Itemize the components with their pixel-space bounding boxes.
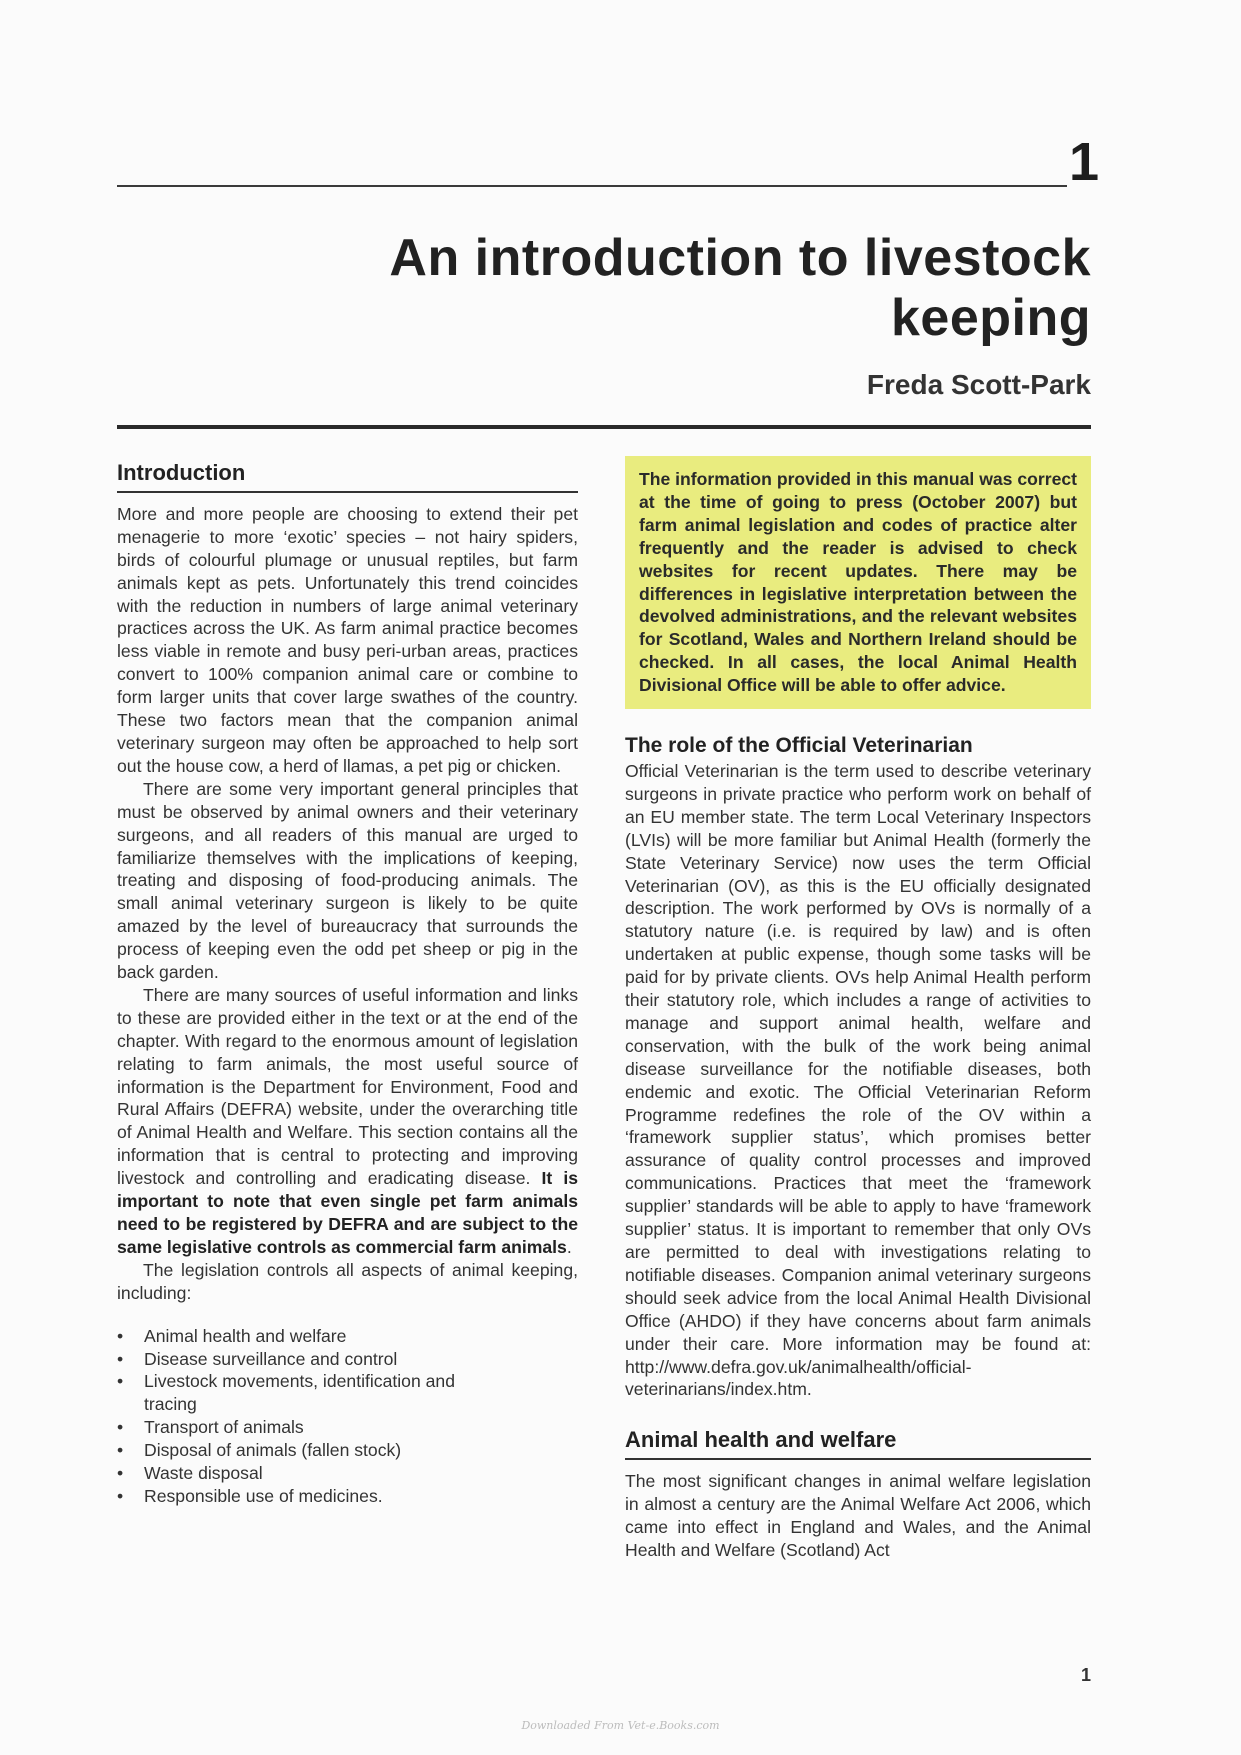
list-item-text: Livestock movements, identification and tracing bbox=[144, 1371, 455, 1415]
bullet-icon: • bbox=[117, 1485, 124, 1506]
update-notice-box bbox=[625, 456, 1091, 709]
intro-paragraph-3-text: There are many sources of useful information and links to these are provided either in the text or at the end of the chapter. With regard to the enormous amount of legislation relating to farm animals, the most useful source of information is the Department for Environment, Food and Rural Affairs (DEFRA) website, under the overarching title of Animal Health and Welfare. This section contains all the information that is central to protecting and improving livestock and controlling and eradicating disease. bbox=[117, 984, 578, 1189]
bullet-icon: • bbox=[117, 1463, 124, 1484]
introduction-heading: Introduction bbox=[117, 460, 246, 485]
chapter-number: 1 bbox=[1068, 132, 1099, 192]
list-item-text: Disease surveillance and control bbox=[144, 1348, 398, 1369]
list-item-text: Responsible use of medicines. bbox=[144, 1485, 383, 1506]
list-item bbox=[117, 1416, 504, 1439]
intro-paragraph-1: More and more people are choosing to extend their pet menagerie to more ‘exotic’ species – not hairy spiders, birds of colourful plumage or unusual reptiles, but farm animals kept as pets. Unfortunately this trend coincides with the reduction in numbers of large animal veterinary practices across the UK. As farm animal practice becomes less viable in remote and busy peri-urban areas, practices convert to 100% companion animal care or combine to form larger units that cover large swathes of the country. These two factors mean that the companion animal veterinary surgeon may often be approached to help sort out the house cow, a herd of llamas, a pet pig or chicken. bbox=[117, 503, 578, 776]
registration-note: It is important to note that even single pet farm animals need to be registered by DEFRA and are subject to the same legislative controls as commercial farm animals bbox=[117, 1168, 578, 1257]
bullet-icon: • bbox=[117, 1348, 124, 1369]
chapter-title: An introduction to livestock keeping bbox=[389, 229, 1091, 347]
animal-health-paragraph: The most significant changes in animal welfare legislation in almost a century are the Animal Welfare Act 2006, which came into effect in England and Wales, and the Animal Health and Welfare (Scotland) Act bbox=[625, 1471, 1091, 1560]
animal-health-heading: Animal health and welfare bbox=[625, 1427, 897, 1453]
list-item-text: Transport of animals bbox=[144, 1417, 304, 1438]
page-number: 1 bbox=[1080, 1665, 1091, 1685]
official-vet-paragraph: Official Veterinarian is the term used to describe veterinary surgeons in private practice who perform work on behalf of an EU member state. The term Local Veterinary Inspectors (LVIs) will be more familiar but Animal Health (formerly the State Veterinary Service) now uses the term Official Veterinarian (OV), as this is the EU officially designated description. The work performed by OVs is normally of a statutory nature (i.e. is required by law) and is often undertaken at public expense, though some tasks will be paid for by private clients. OVs help Animal Health perform their statutory role, which includes a range of activities to manage and support animal health, welfare and conservation, with the bulk of the work being animal disease surveillance for the notifiable diseases, both endemic and exotic. The Official Veterinarian Reform Programme redefines the role of the OV within a ‘framework supplier status’, which promises better assurance of quality control processes and improved communications. Practices that meet the ‘framework supplier’ standards will be able to apply to have ‘framework supplier’ status. It is important to remember that only OVs are permitted to deal with investigations relating to notifiable diseases. Companion animal veterinary surgeons should seek advice from the local Animal Health Divisional Office (AHDO) if they have concerns about farm animals under their care. More information may be found at: http://www.defra.gov.uk/animalhealth/official-veterinarians/index.htm. bbox=[625, 760, 1091, 1400]
list-item bbox=[117, 1325, 504, 1348]
intro-paragraph-4: The legislation controls all aspects of animal keeping, including: bbox=[117, 1259, 578, 1303]
list-item bbox=[117, 1370, 504, 1416]
list-item-text: Disposal of animals (fallen stock) bbox=[144, 1440, 402, 1461]
list-item-text: Animal health and welfare bbox=[144, 1325, 347, 1346]
registration-note-end: . bbox=[566, 1236, 572, 1257]
animal-health-heading-block bbox=[625, 1429, 1091, 1460]
intro-paragraph-3 bbox=[117, 984, 578, 1259]
introduction-heading-block bbox=[117, 462, 578, 493]
official-vet-heading: The role of the Official Veterinarian bbox=[625, 734, 973, 758]
list-item bbox=[117, 1439, 504, 1462]
list-item-text: Waste disposal bbox=[144, 1463, 263, 1484]
chapter-rule bbox=[117, 185, 1067, 187]
bullet-icon: • bbox=[117, 1371, 124, 1392]
bullet-icon: • bbox=[117, 1417, 124, 1438]
download-watermark: Downloaded From Vet-e.Books.com bbox=[521, 1719, 720, 1732]
list-item bbox=[117, 1485, 504, 1508]
author-name: Freda Scott-Park bbox=[866, 369, 1091, 400]
list-item bbox=[117, 1348, 504, 1371]
bullet-icon: • bbox=[117, 1440, 124, 1461]
bullet-icon: • bbox=[117, 1325, 124, 1346]
left-column bbox=[117, 462, 578, 1508]
header-rule bbox=[117, 425, 1091, 429]
update-notice-text: The information provided in this manual was correct at the time of going to press (October 2007) but farm animal legislation and codes of practice alter frequently and the reader is advised to check websites for recent updates. There may be differences in legislative interpretation between the devolved administrations, and the relevant websites for Scotland, Wales and Northern Ireland should be checked. In all cases, the local Animal Health Divisional Office will be able to offer advice. bbox=[639, 469, 1077, 696]
right-column bbox=[625, 462, 1091, 1562]
legislation-list bbox=[117, 1325, 578, 1508]
list-item bbox=[117, 1462, 504, 1485]
intro-paragraph-2: There are some very important general principles that must be observed by animal owners and their veterinary surgeons, and all readers of this manual are urged to familiarize themselves with the implications of keeping, treating and disposing of food-producing animals. The small animal veterinary surgeon is likely to be quite amazed by the level of bureaucracy that surrounds the process of keeping even the odd pet sheep or pig in the back garden. bbox=[117, 778, 578, 983]
